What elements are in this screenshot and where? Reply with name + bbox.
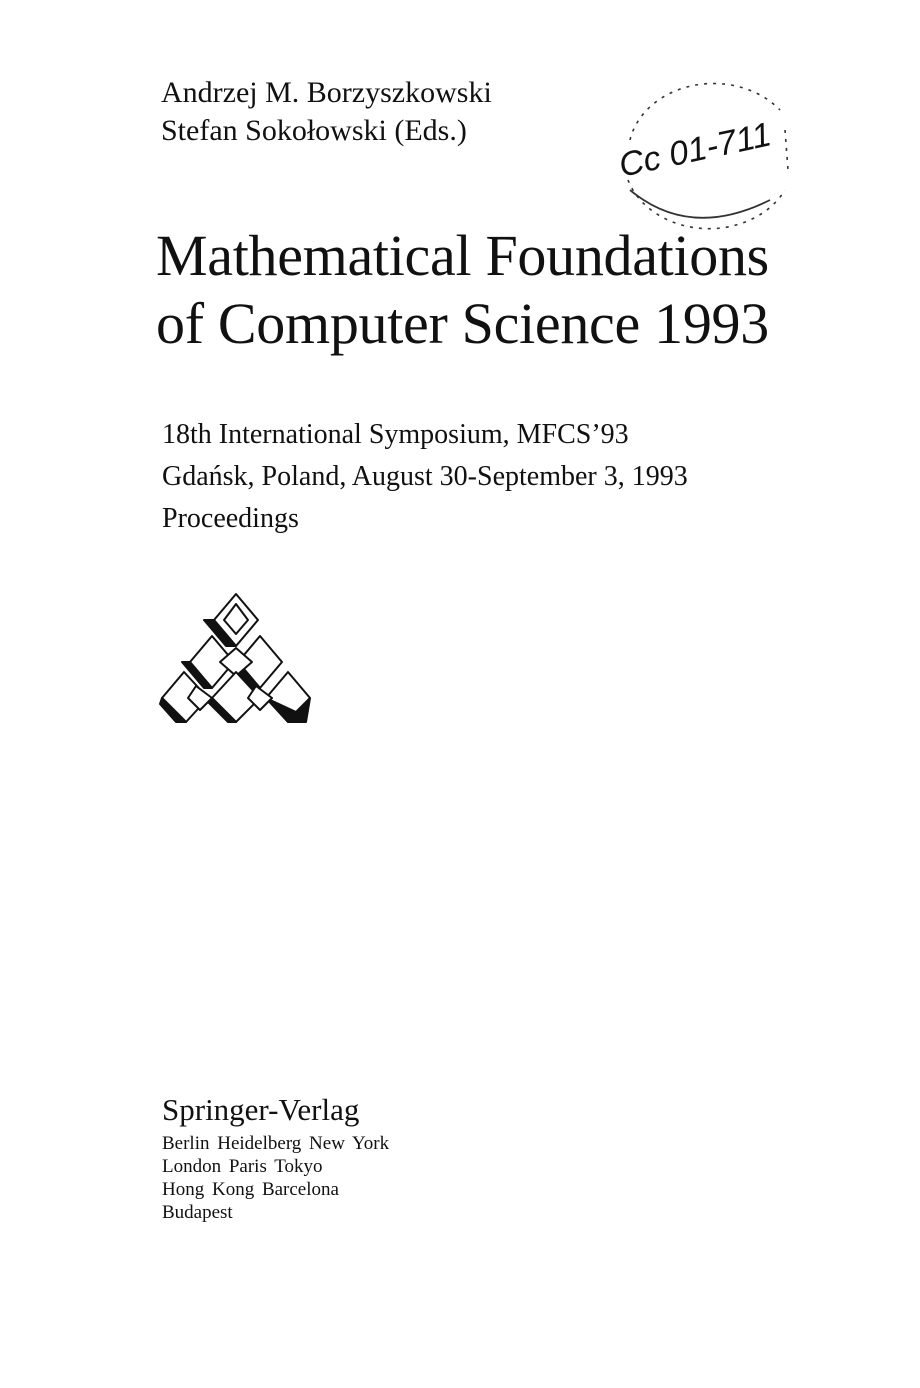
stacked-cubes-logo-icon [156, 590, 316, 725]
book-subtitle [162, 414, 688, 540]
publisher-cities [162, 1132, 389, 1224]
publisher-name: Springer-Verlag [162, 1092, 360, 1127]
editors [161, 74, 492, 150]
publisher-block [162, 1090, 389, 1224]
publisher-city-line: Hong Kong Barcelona [162, 1179, 339, 1200]
publisher-city-line: Berlin Heidelberg New York [162, 1133, 390, 1154]
title-line-2: of Computer Science 1993 [156, 291, 769, 356]
subtitle-line-2: Gdańsk, Poland, August 30-September 3, 1993 [162, 461, 688, 492]
publisher-city-line: London Paris Tokyo [162, 1156, 323, 1177]
publisher-city-line: Budapest [162, 1202, 233, 1223]
library-stamp-icon [600, 70, 810, 235]
library-stamp [600, 70, 810, 235]
subtitle-line-3: Proceedings [162, 503, 299, 534]
title-line-1: Mathematical Foundations [156, 223, 769, 288]
editor-name: Stefan Sokołowski (Eds.) [161, 114, 467, 147]
editor-name: Andrzej M. Borzyszkowski [161, 76, 492, 109]
subtitle-line-1: 18th International Symposium, MFCS’93 [162, 419, 629, 450]
book-title [156, 222, 769, 358]
stamp-handwritten-text: Cc 01-711 [615, 115, 775, 185]
